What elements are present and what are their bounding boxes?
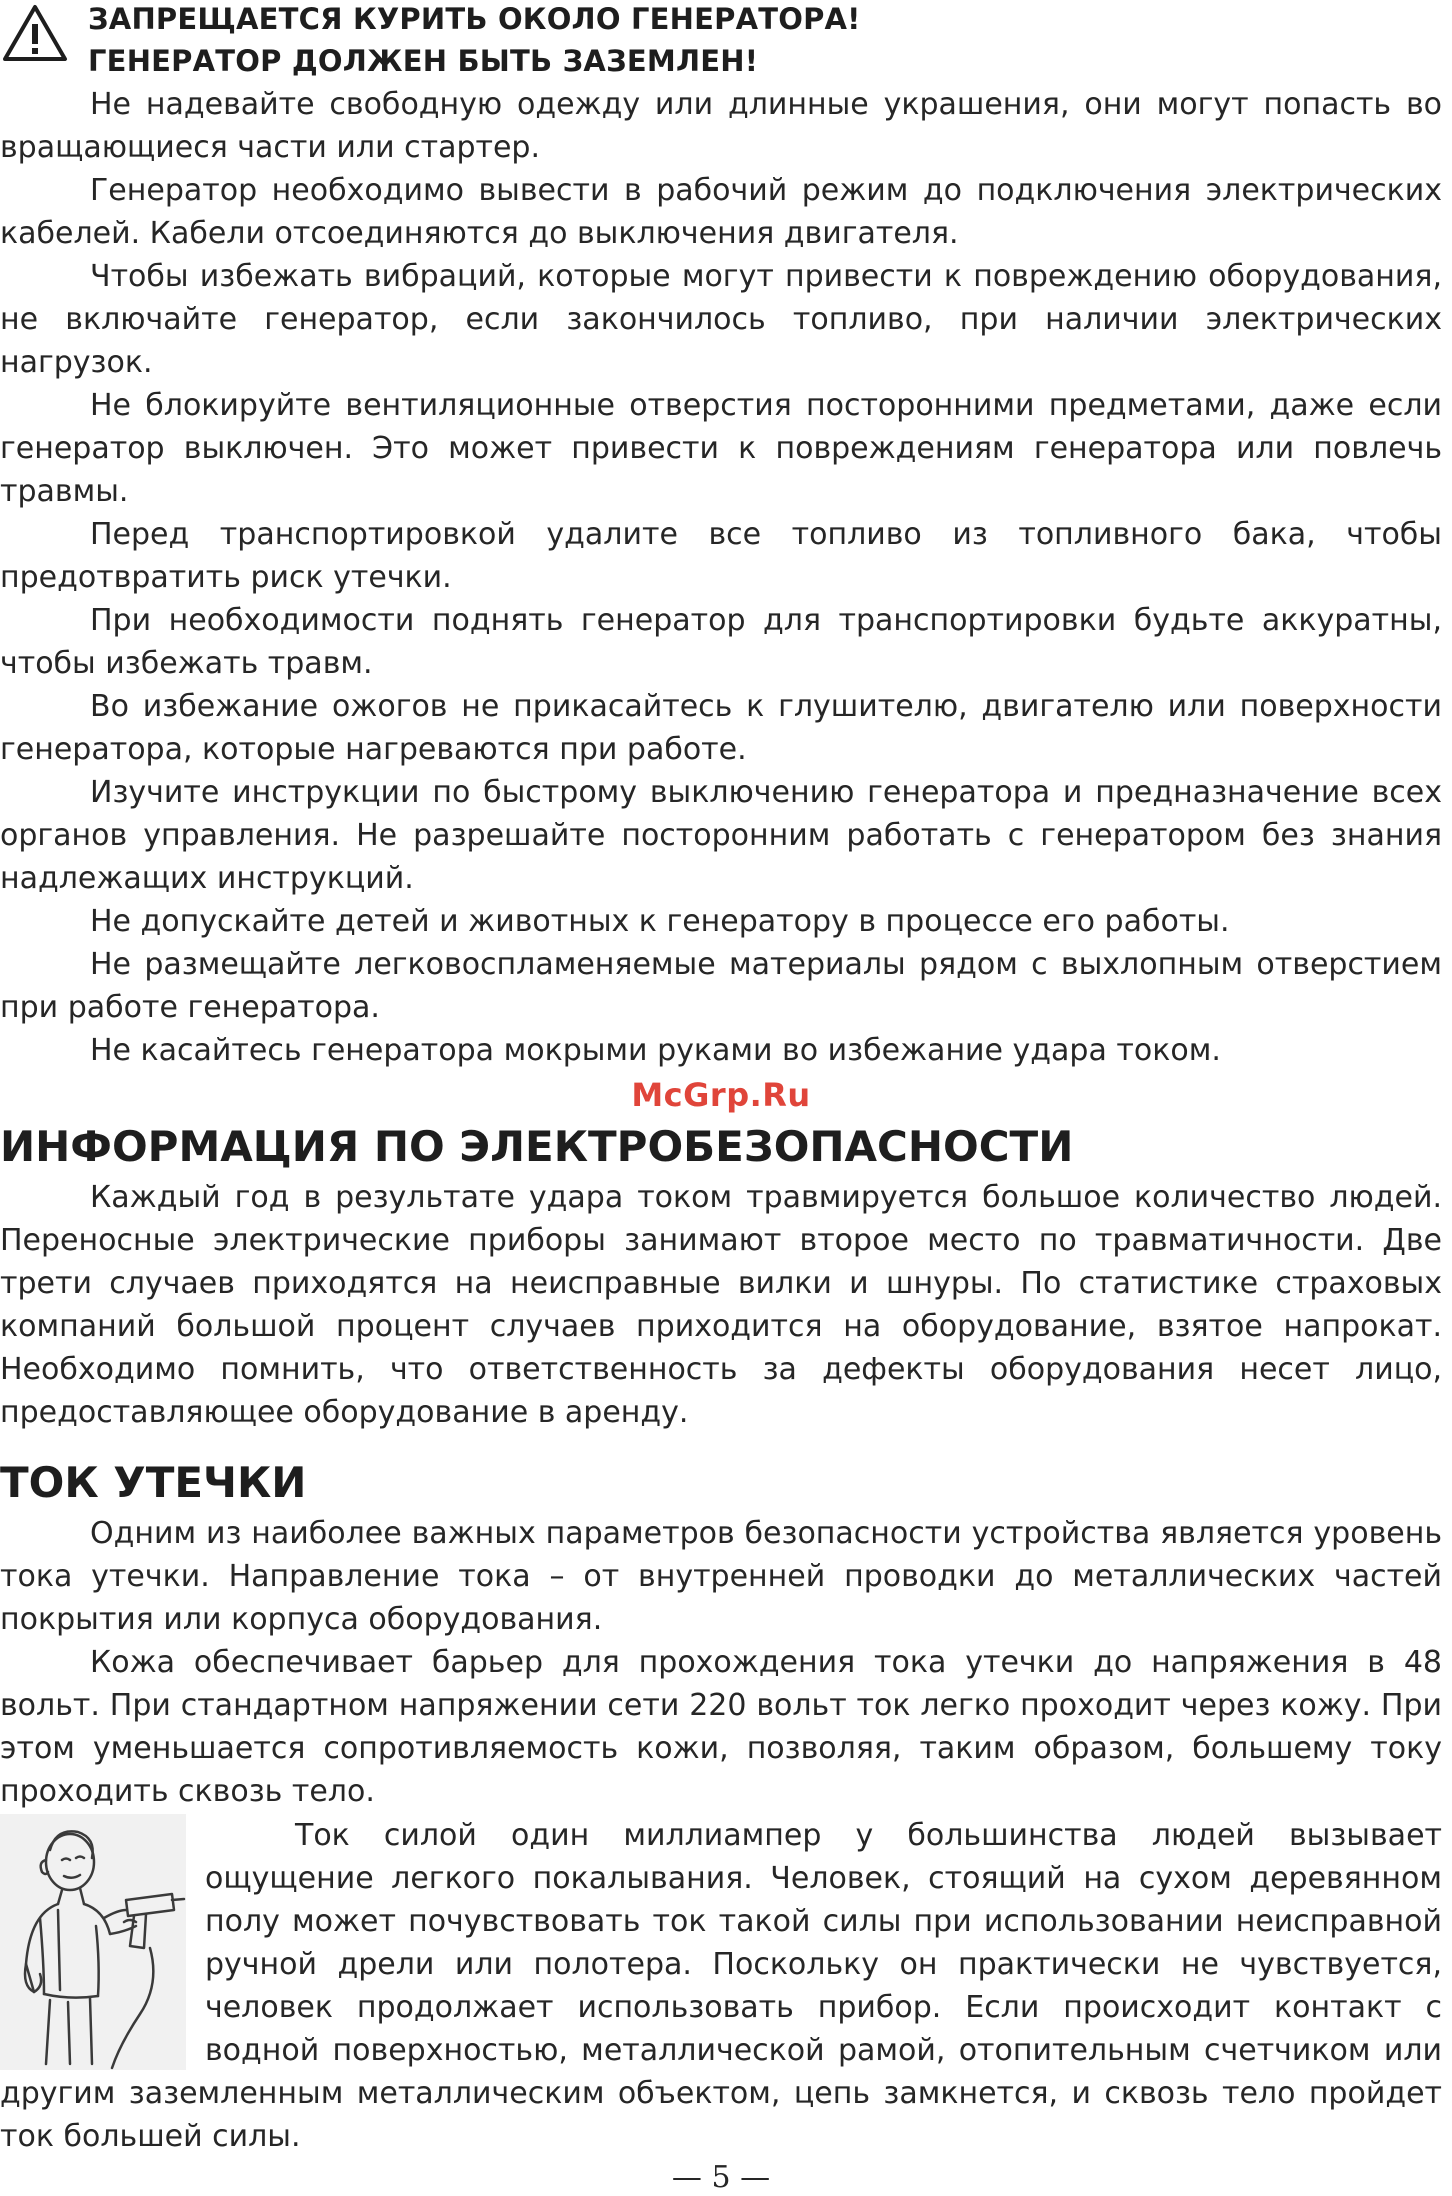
- leakage-paragraph: Кожа обеспечивает барьер для прохождения тока утечки до напряжения в 48 вольт. При стандартном напряжении сети 220 вольт ток легко проходит через кожу. При этом уменьшается сопротивляемость кожи, позволяя, таким образом, большему току проходить сквозь тело.: [0, 1645, 1442, 1809]
- safety-paragraph: Чтобы избежать вибраций, которые могут привести к повреждению оборудования, не включайте генератор, если закончилось топливо, при наличии электрических нагрузок.: [0, 259, 1442, 380]
- section-heading-electrical-safety: ИНФОРМАЦИЯ ПО ЭЛЕКТРОБЕЗОПАСНОСТИ: [0, 1122, 1074, 1171]
- electrical-safety-paragraph: Каждый год в результате удара током травмируется большое количество людей. Переносные электрические приборы занимают второе место по травматичности. Две трети случаев приходятся на неисправные вилки и шнуры. По статистике страховых компаний большой процент случаев приходится на оборудование, взятое напрокат. Необходимо помнить, что ответственность за дефекты оборудования несет лицо, предоставляющее оборудование в аренду.: [0, 1180, 1442, 1430]
- safety-paragraph: Во избежание ожогов не прикасайтесь к глушителю, двигателю или поверхности генератора, которые нагреваются при работе.: [0, 689, 1442, 767]
- warning-triangle-icon: [2, 4, 68, 62]
- safety-paragraph: Перед транспортировкой удалите все топливо из топливного бака, чтобы предотвратить риск утечки.: [0, 517, 1442, 595]
- safety-paragraph: При необходимости поднять генератор для транспортировки будьте аккуратны, чтобы избежать травм.: [0, 603, 1442, 681]
- leakage-wrapped-paragraph: [0, 1814, 1442, 2158]
- illustration-spacer: [0, 1814, 205, 2072]
- safety-paragraph: Не размещайте легковоспламеняемые материалы рядом с выхлопным отверстием при работе генератора.: [0, 947, 1442, 1025]
- leakage-paragraph: Одним из наиболее важных параметров безопасности устройства является уровень тока утечки. Направление тока – от внутренней проводки до металлических частей покрытия или корпуса оборудования.: [0, 1516, 1442, 1637]
- safety-paragraph: Не допускайте детей и животных к генератору в процессе его работы.: [90, 904, 1230, 939]
- section-heading-leakage-current: ТОК УТЕЧКИ: [0, 1458, 307, 1507]
- safety-paragraph: Не касайтесь генератора мокрыми руками во избежание удара током.: [90, 1033, 1221, 1068]
- watermark: McGrp.Ru: [631, 1076, 811, 1114]
- warning-line-grounding: ГЕНЕРАТОР ДОЛЖЕН БЫТЬ ЗАЗЕМЛЕН!: [88, 44, 759, 78]
- page-number: — 5 —: [671, 2160, 771, 2195]
- safety-paragraph: Изучите инструкции по быстрому выключению генератора и предназначение всех органов управления. Не разрешайте посторонним работать с генератором без знания надлежащих инструкций.: [0, 775, 1442, 896]
- safety-paragraph: Не надевайте свободную одежду или длинные украшения, они могут попасть во вращающиеся части или стартер.: [0, 87, 1442, 165]
- warning-line-smoking: ЗАПРЕЩАЕТСЯ КУРИТЬ ОКОЛО ГЕНЕРАТОРА!: [88, 2, 861, 36]
- safety-paragraph: Не блокируйте вентиляционные отверстия посторонними предметами, даже если генератор выключен. Это может привести к повреждениям генератора или повлечь травмы.: [0, 388, 1442, 509]
- leakage-wrapped-text: Ток силой один миллиампер у большинства людей вызывает ощущение легкого покалывания. Человек, стоящий на сухом деревянном полу может почувствовать ток такой силы при использовании неисправной ручной дрели или полотера. Поскольку он практически не чувствуется, человек продолжает использовать прибор. Если происходит контакт с водной поверхностью, металлической рамой, отопительным счетчиком или другим заземленным металлическим объектом, цепь замкнется, и сквозь тело пройдет ток большей силы.: [0, 1818, 1442, 2154]
- safety-paragraph: Генератор необходимо вывести в рабочий режим до подключения электрических кабелей. Кабели отсоединяются до выключения двигателя.: [0, 173, 1442, 251]
- warning-block: [0, 0, 1452, 90]
